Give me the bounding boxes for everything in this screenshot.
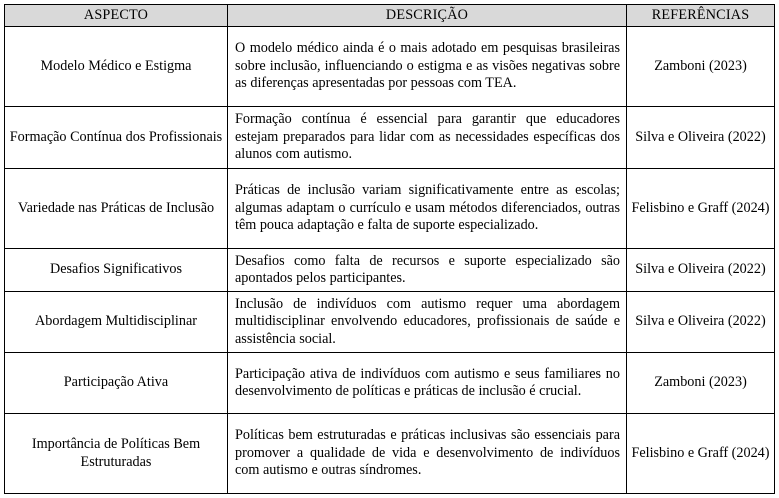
aspect-cell: Desafios Significativos <box>5 249 228 292</box>
reference-cell: Silva e Oliveira (2022) <box>627 249 775 292</box>
table-header <box>5 5 775 27</box>
aspect-cell: Variedade nas Práticas de Inclusão <box>5 169 228 249</box>
table-row <box>5 292 775 353</box>
header-aspect: ASPECTO <box>5 5 228 27</box>
reference-cell: Felisbino e Graff (2024) <box>627 169 775 249</box>
header-description: DESCRIÇÃO <box>228 5 627 27</box>
aspect-cell: Importância de Políticas Bem Estruturadas <box>5 414 228 494</box>
table-row <box>5 249 775 292</box>
reference-cell: Silva e Oliveira (2022) <box>627 107 775 169</box>
description-cell: Participação ativa de indivíduos com autismo e seus familiares no desenvolvimento de políticas e práticas de inclusão é crucial. <box>228 353 627 414</box>
header-references: REFERÊNCIAS <box>627 5 775 27</box>
table-row <box>5 353 775 414</box>
aspect-cell: Abordagem Multidisciplinar <box>5 292 228 353</box>
table-body <box>5 27 775 494</box>
document-page <box>4 4 774 494</box>
description-cell: Formação contínua é essencial para garantir que educadores estejam preparados para lidar com as necessidades específicas dos alunos com autismo. <box>228 107 627 169</box>
table-row <box>5 107 775 169</box>
description-cell: O modelo médico ainda é o mais adotado em pesquisas brasileiras sobre inclusão, influenciando o estigma e as visões negativas sobre as diferenças apresentadas por pessoas com TEA. <box>228 27 627 107</box>
description-cell: Inclusão de indivíduos com autismo requer uma abordagem multidisciplinar envolvendo educadores, profissionais de saúde e assistência social. <box>228 292 627 353</box>
reference-cell: Zamboni (2023) <box>627 353 775 414</box>
description-cell: Políticas bem estruturadas e práticas inclusivas são essenciais para promover a qualidade de vida e desenvolvimento de indivíduos com autismo e outras síndromes. <box>228 414 627 494</box>
table-row <box>5 414 775 494</box>
reference-cell: Zamboni (2023) <box>627 27 775 107</box>
reference-cell: Felisbino e Graff (2024) <box>627 414 775 494</box>
aspect-cell: Modelo Médico e Estigma <box>5 27 228 107</box>
description-cell: Práticas de inclusão variam significativamente entre as escolas; algumas adaptam o currículo e usam métodos diferenciados, outras têm pouca adaptação e falta de suporte especializado. <box>228 169 627 249</box>
aspect-cell: Formação Contínua dos Profissionais <box>5 107 228 169</box>
inclusion-aspects-table <box>4 4 775 494</box>
aspect-cell: Participação Ativa <box>5 353 228 414</box>
reference-cell: Silva e Oliveira (2022) <box>627 292 775 353</box>
description-cell: Desafios como falta de recursos e suporte especializado são apontados pelos participantes. <box>228 249 627 292</box>
header-row <box>5 5 775 27</box>
table-row <box>5 169 775 249</box>
table-row <box>5 27 775 107</box>
